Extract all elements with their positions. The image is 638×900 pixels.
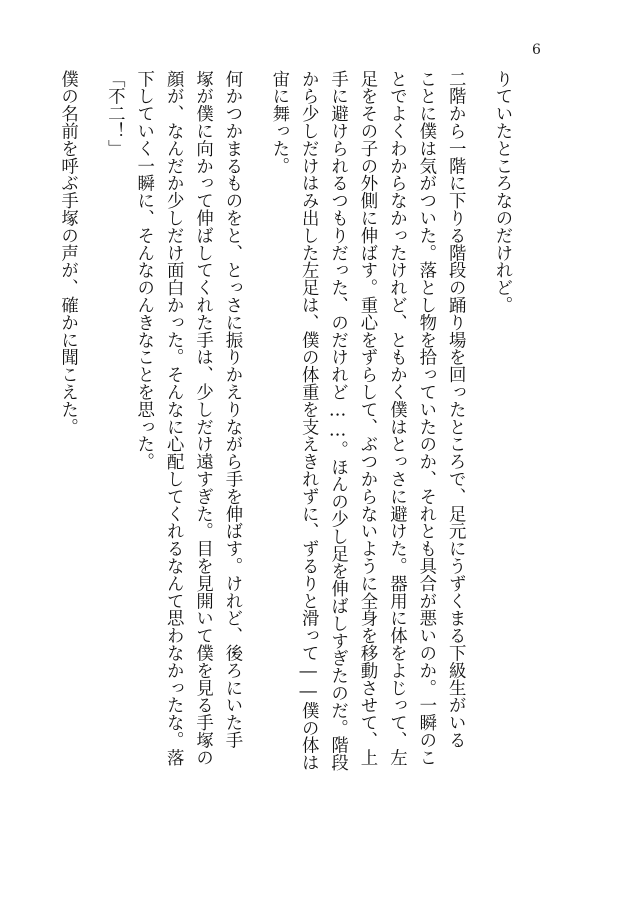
vertical-text-body [52, 70, 516, 850]
text-column: 何かつかまるものをと、とっさに振りかえりながら手を伸ばす。けれど、後ろにいた手 [221, 70, 242, 749]
text-column: 塚が僕に向かって伸ばしてくれた手は、少しだけ遠すぎた。目を見開いて僕を見る手塚の [192, 70, 213, 766]
text-column: りていたところなのだけれど。 [492, 70, 512, 314]
text-column: 顔が、なんだか少しだけ面白かった。そんなに心配してくれるなんて思わなかったな。落 [163, 70, 184, 766]
text-column: 宙に舞った。 [268, 70, 289, 175]
dialogue-line: 「不二！」 [104, 70, 125, 157]
text-column: 二階から一階に下りる階段の踊り場を回ったところで、足元にうずくまる下級生がいる [445, 70, 466, 749]
text-column: 僕の名前を呼ぶ手塚の声が、確かに聞こえた。 [57, 70, 78, 436]
text-column: 手に避けられるつもりだった、のだけれど……。ほんの少し足を伸ばしすぎたのだ。階段 [327, 70, 348, 772]
text-column: 下していく一瞬に、そんなのんきなことを思った。 [133, 70, 154, 471]
text-column: ことに僕は気がついた。落とし物を拾っていたのか、それとも具合が悪いのか。一瞬のこ [415, 70, 436, 766]
page-number: 6 [532, 42, 541, 58]
text-column: とでよくわからなかったけれど、ともかく僕はとっさに避けた。器用に体をよじって、左 [386, 70, 407, 766]
text-column: 足をその子の外側に伸ばす。重心をずらして、ぶつからないように全身を移動させて、上 [356, 70, 377, 766]
text-column: から少しだけはみ出した左足は、僕の体重を支えきれずに、ずるりと滑って――僕の体は [298, 70, 319, 772]
